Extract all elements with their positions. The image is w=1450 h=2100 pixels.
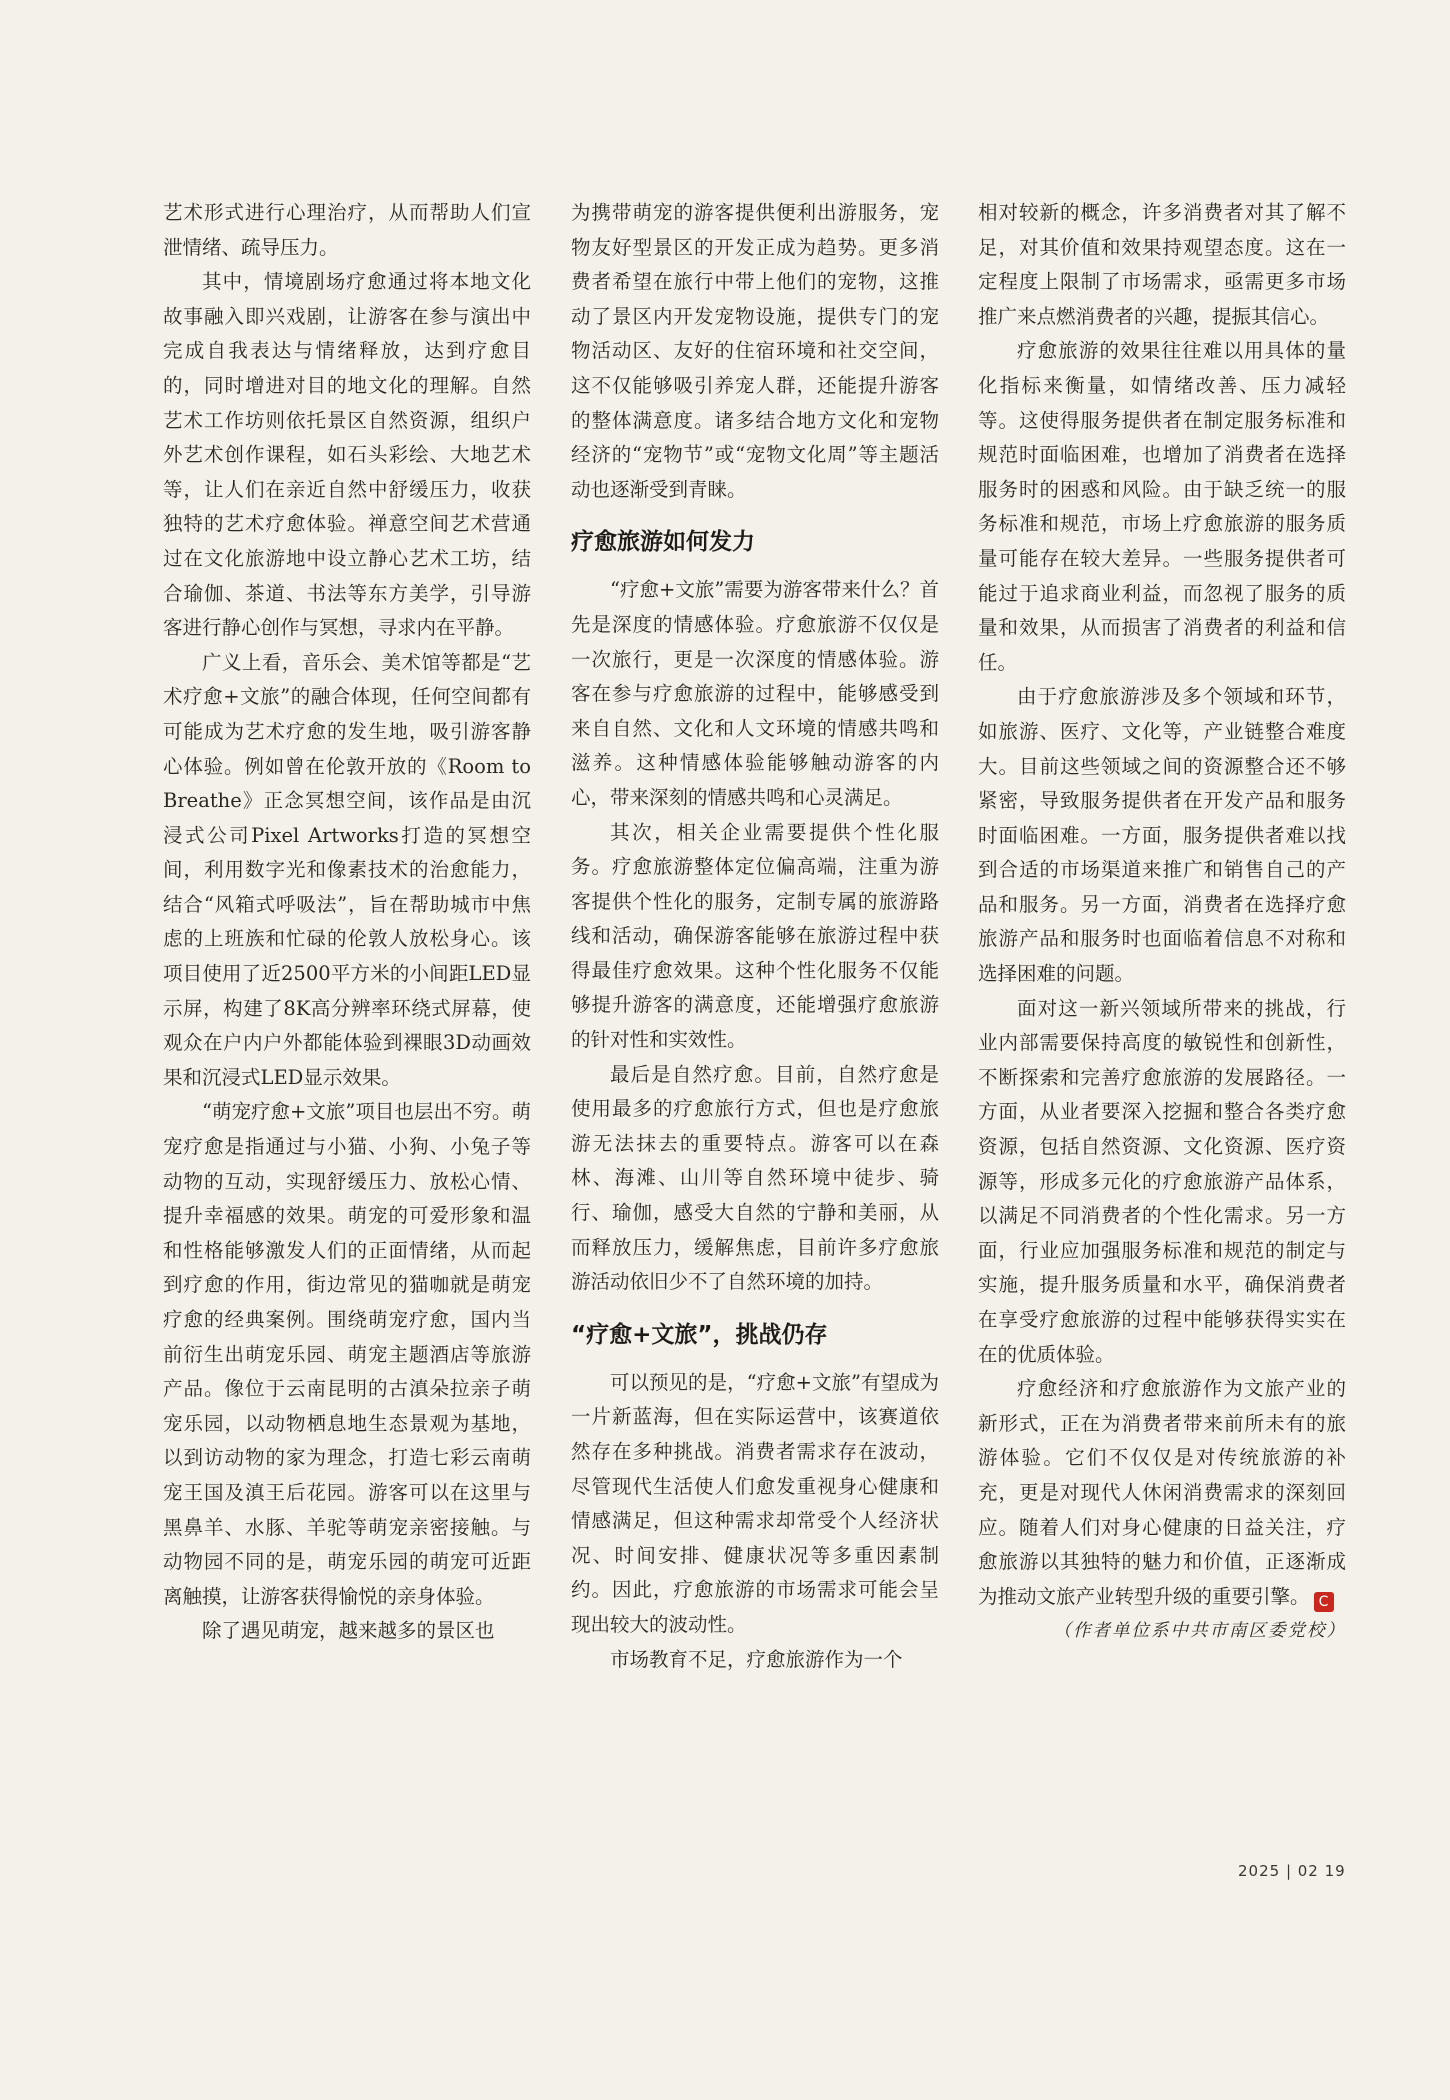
paragraph: 可以预见的是，“疗愈+文旅”有望成为一片新蓝海，但在实际运营中，该赛道依然存在多种挑战。消费者需求存在波动，尽管现代生活使人们愈发重视身心健康和情感满足，但这种需求却常受个人经济状况、时间安排、健康状况等多重因素制约。因此，疗愈旅游的市场需求可能会呈现出较大的波动性。: [571, 1370, 939, 1636]
section-heading: 疗愈旅游如何发力: [571, 529, 755, 556]
paragraph-text: 疗愈经济和疗愈旅游作为文旅产业的新形式，正在为消费者带来前所未有的旅游体验。它们不仅仅是对传统旅游的补充，更是对现代人休闲消费需求的深刻回应。随着人们对身心健康的日益关注，疗愈旅游以其独特的魅力和价值，正逐渐成为推动文旅产业转型升级的重要引擎。: [978, 1377, 1346, 1608]
paragraph: 其中，情境剧场疗愈通过将本地文化故事融入即兴戏剧，让游客在参与演出中完成自我表达与情绪释放，达到疗愈目的，同时增进对目的地文化的理解。自然艺术工作坊则依托景区自然资源，组织户外艺术创作课程，如石头彩绘、大地艺术等，让人们在亲近自然中舒缓压力，收获独特的艺术疗愈体验。禅意空间艺术营通过在文化旅游地中设立静心艺术工坊，结合瑜伽、茶道、书法等东方美学，引导游客进行静心创作与冥想，寻求内在平静。: [163, 270, 531, 640]
paragraph: 面对这一新兴领域所带来的挑战，行业内部需要保持高度的敏锐性和创新性，不断探索和完善疗愈旅游的发展路径。一方面，从业者要深入挖掘和整合各类疗愈资源，包括自然资源、文化资源、医疗资源等，形成多元化的疗愈旅游产品体系，以满足不同消费者的个性化需求。另一方面，行业应加强服务标准和规范的制定与实施，提升服务质量和水平，确保消费者在享受疗愈旅游的过程中能够获得实实在在的优质体验。: [978, 996, 1346, 1366]
paragraph: 最后是自然疗愈。目前，自然疗愈是使用最多的疗愈旅行方式，但也是疗愈旅游无法抹去的重要特点。游客可以在森林、海滩、山川等自然环境中徒步、骑行、瑜伽，感受大自然的宁静和美丽，从而释放压力，缓解焦虑，目前许多疗愈旅游活动依旧少不了自然环境的加持。: [571, 1062, 939, 1294]
paragraph: 疗愈旅游的效果往往难以用具体的量化指标来衡量，如情绪改善、压力减轻等。这使得服务提供者在制定服务标准和规范时面临困难，也增加了消费者在选择服务时的困惑和风险。由于缺乏统一的服务标准和规范，市场上疗愈旅游的服务质量可能存在较大差异。一些服务提供者可能过于追求商业利益，而忽视了服务的质量和效果，从而损害了消费者的利益和信任。: [978, 339, 1346, 674]
end-mark-icon: C: [1314, 1592, 1334, 1612]
text-column-3: [978, 196, 1346, 1649]
paragraph: 其次，相关企业需要提供个性化服务。疗愈旅游整体定位偏高端，注重为游客提供个性化的服务，定制专属的旅游路线和活动，确保游客能够在旅游过程中获得最佳疗愈效果。这种个性化服务不仅能够提升游客的满意度，还能增强疗愈旅游的针对性和实效性。: [571, 820, 939, 1052]
section-heading: “疗愈+文旅”，挑战仍存: [571, 1321, 828, 1348]
paragraph: 广义上看，音乐会、美术馆等都是“艺术疗愈+文旅”的融合体现，任何空间都有可能成为艺术疗愈的发生地，吸引游客静心体验。例如曾在伦敦开放的《Room to Breathe》正念冥想空间，该作品是由沉浸式公司Pixel Artworks打造的冥想空间，利用数字光和像素技术的治愈能力，结合“风箱式呼吸法”，旨在帮助城市中焦虑的上班族和忙碌的伦敦人放松身心。该项目使用了近2500平方米的小间距LED显示屏，构建了8K高分辨率环绕式屏幕，使观众在户内户外都能体验到裸眼3D动画效果和沉浸式LED显示效果。: [163, 650, 531, 1089]
paragraph: [978, 1372, 1346, 1614]
paragraph: 艺术形式进行心理治疗，从而帮助人们宣泄情绪、疏导压力。: [163, 201, 531, 259]
paragraph: 由于疗愈旅游涉及多个领域和环节，如旅游、医疗、文化等，产业链整合难度大。目前这些领域之间的资源整合还不够紧密，导致服务提供者在开发产品和服务时面临困难。一方面，服务提供者难以找到合适的市场渠道来推广和销售自己的产品和服务。另一方面，消费者在选择疗愈旅游产品和服务时也面临着信息不对称和选择困难的问题。: [978, 685, 1346, 986]
text-column-1: [163, 196, 531, 1649]
paragraph: 为携带萌宠的游客提供便利出游服务，宠物友好型景区的开发正成为趋势。更多消费者希望在旅行中带上他们的宠物，这推动了景区内开发宠物设施，提供专门的宠物活动区、友好的住宿环境和社交空间，这不仅能够吸引养宠人群，还能提升游客的整体满意度。诸多结合地方文化和宠物经济的“宠物节”或“宠物文化周”等主题活动也逐渐受到青睐。: [571, 201, 939, 501]
author-affiliation: （作者单位系中共市南区委党校）: [1053, 1621, 1346, 1642]
text-column-2: [571, 196, 939, 1677]
paragraph: 市场教育不足，疗愈旅游作为一个: [610, 1647, 903, 1671]
page-footer: 2025 | 02 19: [1238, 1862, 1346, 1880]
paragraph: “萌宠疗愈+文旅”项目也层出不穷。萌宠疗愈是指通过与小猫、小狗、小兔子等动物的互动，实现舒缓压力、放松心情、提升幸福感的效果。萌宠的可爱形象和温和性格能够激发人们的正面情绪，从而起到疗愈的作用，街边常见的猫咖就是萌宠疗愈的经典案例。围绕萌宠疗愈，国内当前衍生出萌宠乐园、萌宠主题酒店等旅游产品。像位于云南昆明的古滇朵拉亲子萌宠乐园，以动物栖息地生态景观为基地，以到访动物的家为理念，打造七彩云南萌宠王国及滇王后花园。游客可以在这里与黑鼻羊、水豚、羊驼等萌宠亲密接触。与动物园不同的是，萌宠乐园的萌宠可近距离触摸，让游客获得愉悦的亲身体验。: [163, 1100, 531, 1608]
paragraph: 除了遇见萌宠，越来越多的景区也: [202, 1619, 495, 1643]
paragraph: “疗愈+文旅”需要为游客带来什么？首先是深度的情感体验。疗愈旅游不仅仅是一次旅行，更是一次深度的情感体验。游客在参与疗愈旅游的过程中，能够感受到来自自然、文化和人文环境的情感共鸣和滋养。这种情感体验能够触动游客的内心，带来深刻的情感共鸣和心灵满足。: [571, 578, 939, 809]
paragraph: 相对较新的概念，许多消费者对其了解不足，对其价值和效果持观望态度。这在一定程度上限制了市场需求，亟需更多市场推广来点燃消费者的兴趣，提振其信心。: [978, 201, 1346, 328]
